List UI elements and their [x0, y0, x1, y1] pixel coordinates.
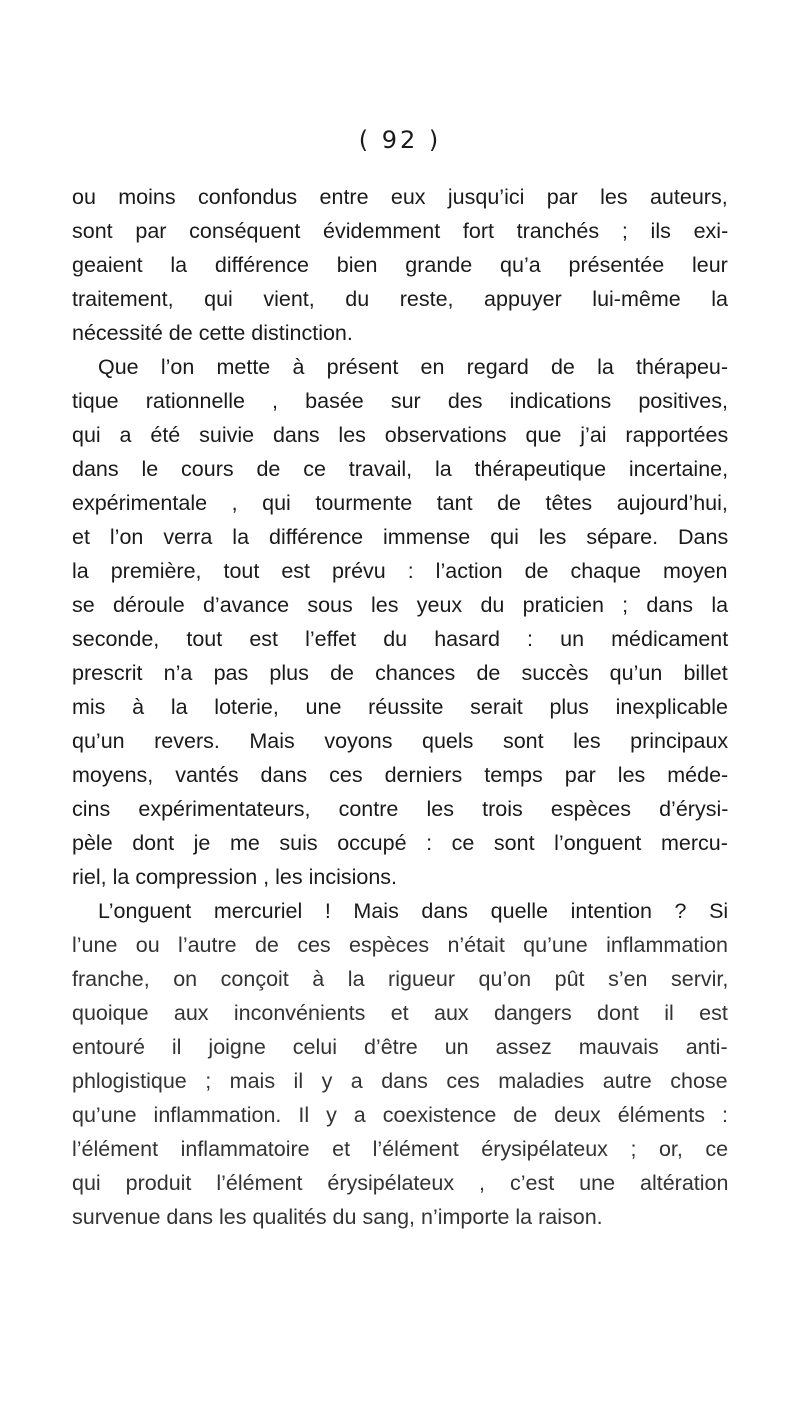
text-line: Que l’on mette à présent en regard de la thérapeu-: [98, 355, 729, 379]
text-line: seconde, tout est l’effet du hasard : un médicament: [72, 627, 729, 651]
text-line: pèle dont je me suis occupé : ce sont l’onguent mercu-: [72, 831, 728, 855]
text-line: franche, on conçoit à la rigueur qu’on pût s’en servir,: [72, 967, 729, 991]
text-line: survenue dans les qualités du sang, n’importe la raison.: [72, 1205, 603, 1229]
text-line: tique rationnelle , basée sur des indications positives,: [72, 389, 728, 413]
text-line: dans le cours de ce travail, la thérapeutique incertaine,: [72, 457, 729, 481]
text-line: la première, tout est prévu : l’action de chaque moyen: [72, 559, 728, 583]
text-line: qui produit l’élément érysipélateux , c’est une altération: [72, 1171, 729, 1195]
text-line: riel, la compression , les incisions.: [72, 865, 398, 889]
page-number: ( 92 ): [358, 126, 442, 154]
text-line: geaient la différence bien grande qu’a présentée leur: [72, 253, 728, 277]
text-line: moyens, vantés dans ces derniers temps par les méde-: [72, 763, 729, 787]
text-line: l’une ou l’autre de ces espèces n’était qu’une inflammation: [72, 933, 728, 957]
text-line: se déroule d’avance sous les yeux du praticien ; dans la: [72, 593, 729, 617]
text-line: l’élément inflammatoire et l’élément érysipélateux ; or, ce: [72, 1137, 729, 1161]
text-line: qui a été suivie dans les observations que j’ai rapportées: [72, 423, 729, 447]
text-line: phlogistique ; mais il y a dans ces maladies autre chose: [72, 1069, 728, 1093]
text-line: L’onguent mercuriel ! Mais dans quelle intention ? Si: [98, 899, 729, 923]
text-line: expérimentale , qui tourmente tant de têtes aujourd’hui,: [72, 491, 728, 515]
text-line: entouré il joigne celui d’être un assez mauvais anti-: [72, 1035, 728, 1059]
text-line: qu’un revers. Mais voyons quels sont les principaux: [72, 729, 729, 753]
text-line: traitement, qui vient, du reste, appuyer lui-même la: [72, 287, 728, 311]
text-line: prescrit n’a pas plus de chances de succès qu’un billet: [72, 661, 728, 685]
text-line: cins expérimentateurs, contre les trois espèces d’érysi-: [72, 797, 729, 821]
text-line: quoique aux inconvénients et aux dangers dont il est: [72, 1001, 728, 1025]
text-line: qu’une inflammation. Il y a coexistence de deux éléments :: [72, 1103, 728, 1127]
text-line: ou moins confondus entre eux jusqu’ici par les auteurs,: [72, 185, 728, 209]
text-line: mis à la loterie, une réussite serait plus inexplicable: [72, 695, 728, 719]
text-line: sont par conséquent évidemment fort tranchés ; ils exi-: [72, 219, 729, 243]
text-line: et l’on verra la différence immense qui les sépare. Dans: [72, 525, 729, 549]
text-line: nécessité de cette distinction.: [72, 321, 353, 345]
